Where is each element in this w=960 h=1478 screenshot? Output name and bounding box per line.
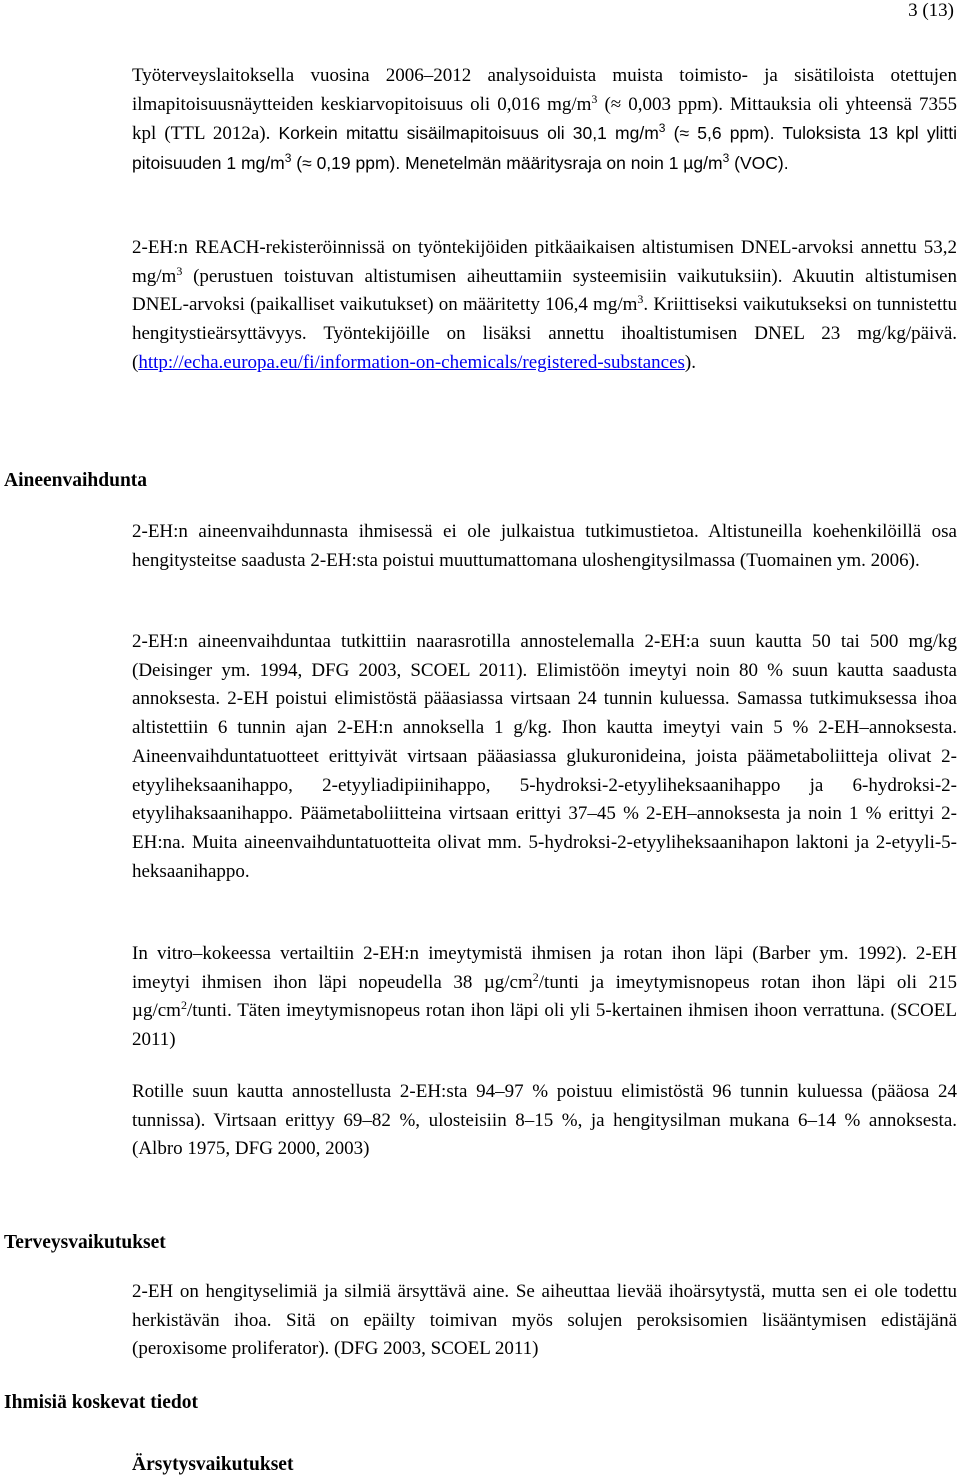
superscript: 2 [180,998,187,1013]
paragraph-in-vitro [132,940,957,1055]
superscript: 3 [176,263,183,278]
p1-text-e: (≈ 0,19 ppm). Menetelmän määritysraja on noin 1 µg/m [291,153,723,174]
heading-arsytysvaikutukset: Ärsytysvaikutukset [132,1454,294,1475]
p1-text-f: (VOC). [729,153,789,174]
heading-aineenvaihdunta: Aineenvaihdunta [4,470,148,491]
p2-text-d: Työntekijöille on lisäksi annettu ihoaltistumisen DNEL 23 mg/kg/päivä. ( [132,323,957,373]
superscript: 2 [532,969,539,984]
p2-text-e: ). [684,351,696,373]
p5-text-a: In vitro–kokeessa vertailtiin 2-EH:n imeytymistä ihmisen ja rotan ihon läpi (Barber ym. 1992). 2-EH imeytyi ihmisen ihon läpi nopeudella 38 µg/cm [132,943,957,993]
paragraph-metabolism-rats: 2-EH:n aineenvaihduntaa tutkittiin naarasrotilla annostelemalla 2-EH:a suun kautta 50 tai 500 mg/kg (Deisinger ym. 1994, DFG 2003, SCOEL 2011). Elimistöön imeytyi noin 80 % suun kautta saadusta annoksesta. 2-EH poistui elimistöstä pääasiassa virtsaan 24 tunnin kuluessa. Samassa tutkimuksessa ihoa altistettiin 6 tunnin ajan 2-EH:n annoksella 1 g/kg. Ihon kautta imeytyi vain 5 % 2-EH–annoksesta. Aineenvaihduntatuotteet erittyivät virtsaan pääasiassa glukuronideina, joista päämetaboliitteja olivat 2-etyyliheksaanihappo, 2-etyyliadipiinihappo, 5-hydroksi-2-etyyliheksaanihappo ja 6-hydroksi-2-etyylihaksaanihappo. Päämetaboliitteina virtsaan erittyi 37–45 % 2-EH–annoksesta ja noin 1 % erittyi 2-EH:na. Muita aineenvaihduntatuotteita olivat mm. 5-hydroksi-2-etyyliheksaanihapon laktoni ja 2-etyyli-5-heksaanihappo. [132,631,957,882]
p5-text-b: /tunti ja imeytymisnopeus rotan ihon läpi oli 215 µg/cm [132,971,957,1022]
p1-text-a: Työterveyslaitoksella vuosina 2006–2012 analysoiduista muista toimisto- ja sisätiloista otettujen ilmapitoisuusnäytteiden keskiarvopitoisuus oli 0,016 mg/m [132,65,957,115]
paragraph-excretion: Rotille suun kautta annostellusta 2-EH:sta 94–97 % poistuu elimistöstä 96 tunnin kuluessa (pääosa 24 tunnissa). Virtsaan erittyy 69–82 %, ulosteisiin 8–15 %, ja hengitysilman mukana 6–14 % annoksesta. (Albro 1975, DFG 2000, 2003) [132,1081,957,1160]
p2-text-a: 2-EH:n REACH-rekisteröinnissä on työntekijöiden pitkäaikaisen altistumisen DNEL-arvoksi annettu 53,2 mg/m [132,237,957,287]
heading-ihmisia-koskevat-tiedot: Ihmisiä koskevat tiedot [4,1392,198,1413]
superscript: 3 [637,292,644,307]
p2-text-c: . Kriittiseksi vaikutukseksi on tunnistettu hengitystieärsyttävyys. [132,294,957,345]
p1-text-b: (≈ 0,003 ppm). Mittauksia oli yhteensä 7355 kpl (TTL 2012a). [132,93,957,145]
paragraph-reach-dnel [132,234,957,378]
p2-text-b: (perustuen toistuvan altistumisen aiheuttamiin systeemisiin vaikutuksiin). Akuutin altistumisen DNEL-arvoksi (paikalliset vaikutukset) on määritetty 106,4 mg/m [132,265,957,316]
p1-text-c: Korkein mitattu sisäilmapitoisuus oli 30,1 mg/m [278,123,659,144]
superscript: 3 [722,151,730,166]
heading-terveysvaikutukset: Terveysvaikutukset [4,1232,166,1253]
superscript: 3 [591,91,598,106]
echa-link[interactable]: http://echa.europa.eu/fi/information-on-chemicals/registered-substances [138,351,685,373]
paragraph-metabolism-humans: 2-EH:n aineenvaihdunnasta ihmisessä ei ole julkaistua tutkimustietoa. Altistuneilla koehenkilöillä osa hengitysteitse saadusta 2-EH:sta poistui muuttumattomana uloshengitysilmassa (Tuomainen ym. 2006). [132,521,957,571]
p5-text-c: /tunti. Täten imeytymisnopeus rotan ihon läpi oli yli 5-kertainen ihmisen ihoon verrattuna. (SCOEL 2011) [132,1000,957,1051]
superscript: 3 [284,151,292,166]
page-number: 3 (13) [908,0,954,21]
superscript: 3 [658,121,666,136]
paragraph-indoor-air-measurements [132,62,957,179]
paragraph-health-effects: 2-EH on hengityselimiä ja silmiä ärsyttävä aine. Se aiheuttaa lievää ihoärsytystä, mutta sen ei ole todettu herkistävän ihoa. Sitä on epäilty toimivan myös solujen peroksisomien lisääntymisen edistäjänä (peroxisome proliferator). (DFG 2003, SCOEL 2011) [132,1281,957,1360]
p1-text-d: (≈ 5,6 ppm). Tuloksista 13 kpl ylitti pitoisuuden 1 mg/m [132,123,957,174]
